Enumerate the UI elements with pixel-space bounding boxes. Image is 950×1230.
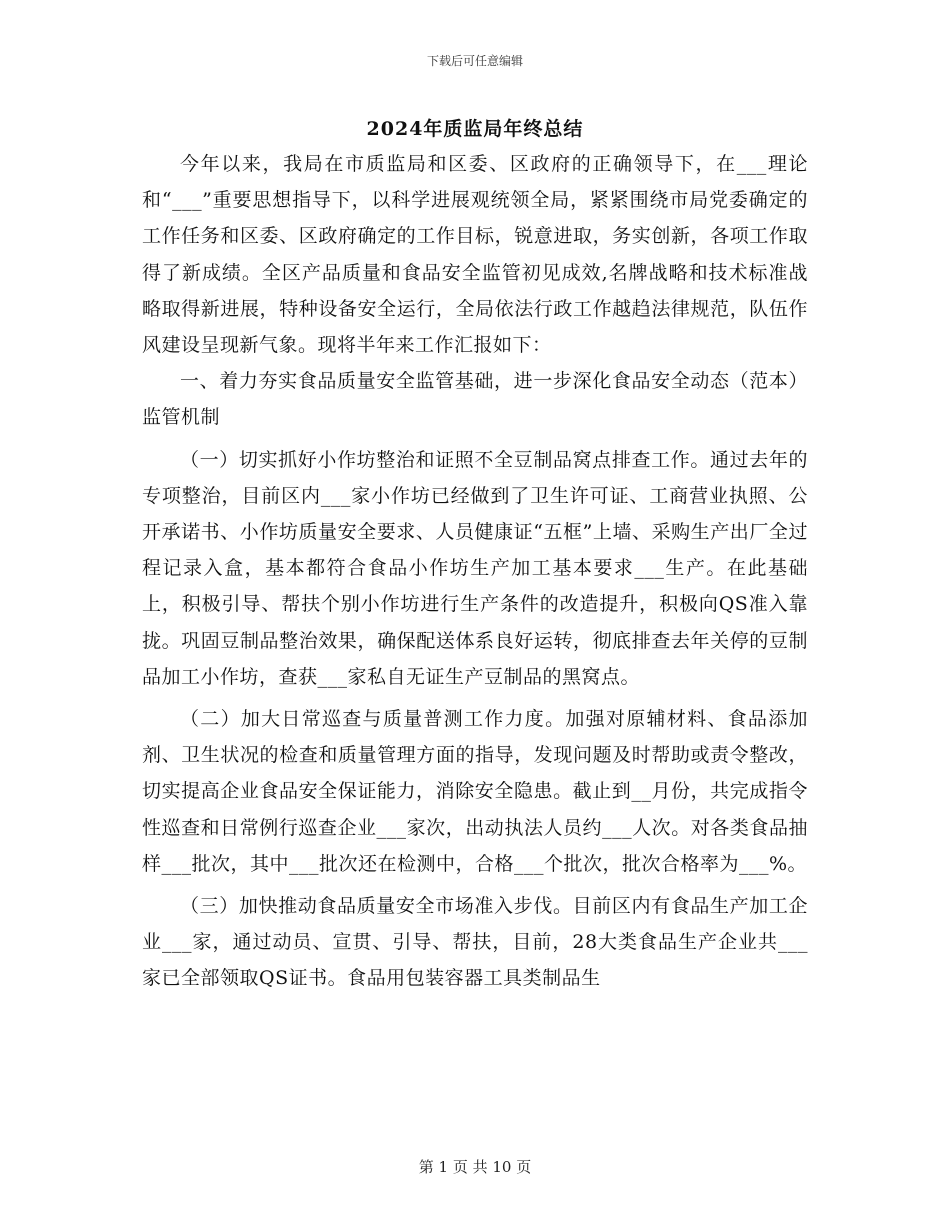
page-header: 下载后可任意编辑 (426, 54, 523, 68)
document-body (142, 146, 808, 997)
paragraph-sub-1: （一）切实抓好小作坊整治和证照不全豆制品窝点排查工作。通过去年的专项整治，目前区内___家小作坊已经做到了卫生许可证、工商营业执照、公开承诺书、小作坊质量安全要求、人员健康证“五框”上墙、采购生产出厂全过程记录入盒，基本都符合食品小作坊生产加工基本要求___生产。在此基础上，积极引导、帮扶个别小作坊进行生产条件的改造提升，积极向QS准入靠拢。巩固豆制品整治效果，确保配送体系良好运转，彻底排查去年关停的豆制品加工小作坊，查获___家私自无证生产豆制品的黑窝点。 (142, 448, 808, 688)
section-heading-1: 一、着力夯实食品质量安全监管基础，进一步深化食品安全动态（范本）监管机制 (142, 370, 808, 429)
page-number: 第 1 页 共 10 页 (418, 1158, 532, 1176)
paragraph-sub-3: （三）加快推动食品质量安全市场准入步伐。目前区内有食品生产加工企业___家，通过动员、宣贯、引导、帮扶，目前，28大类食品生产企业共___家已全部领取QS证书。食品用包装容器工具类制品生 (142, 895, 808, 990)
document-title: 2024年质监局年终总结 (366, 118, 584, 140)
paragraph-intro: 今年以来，我局在市质监局和区委、区政府的正确领导下，在___理论和“___”重要思想指导下，以科学进展观统领全局，紧紧围绕市局党委确定的工作任务和区委、区政府确定的工作目标，锐意进取，务实创新，各项工作取得了新成绩。全区产品质量和食品安全监管初见成效,名牌战略和技术标准战略取得新进展，特种设备安全运行，全局依法行政工作越趋法律规范，队伍作风建设呈现新气象。现将半年来工作汇报如下： (142, 153, 808, 357)
paragraph-sub-2: （二）加大日常巡查与质量普测工作力度。加强对原辅材料、食品添加剂、卫生状况的检查和质量管理方面的指导，发现问题及时帮助或责令整改，切实提高企业食品安全保证能力，消除安全隐患。截止到__月份，共完成指令性巡查和日常例行巡查企业___家次，出动执法人员约___人次。对各类食品抽样___批次，其中___批次还在检测中，合格___个批次，批次合格率为___%。 (142, 708, 808, 875)
